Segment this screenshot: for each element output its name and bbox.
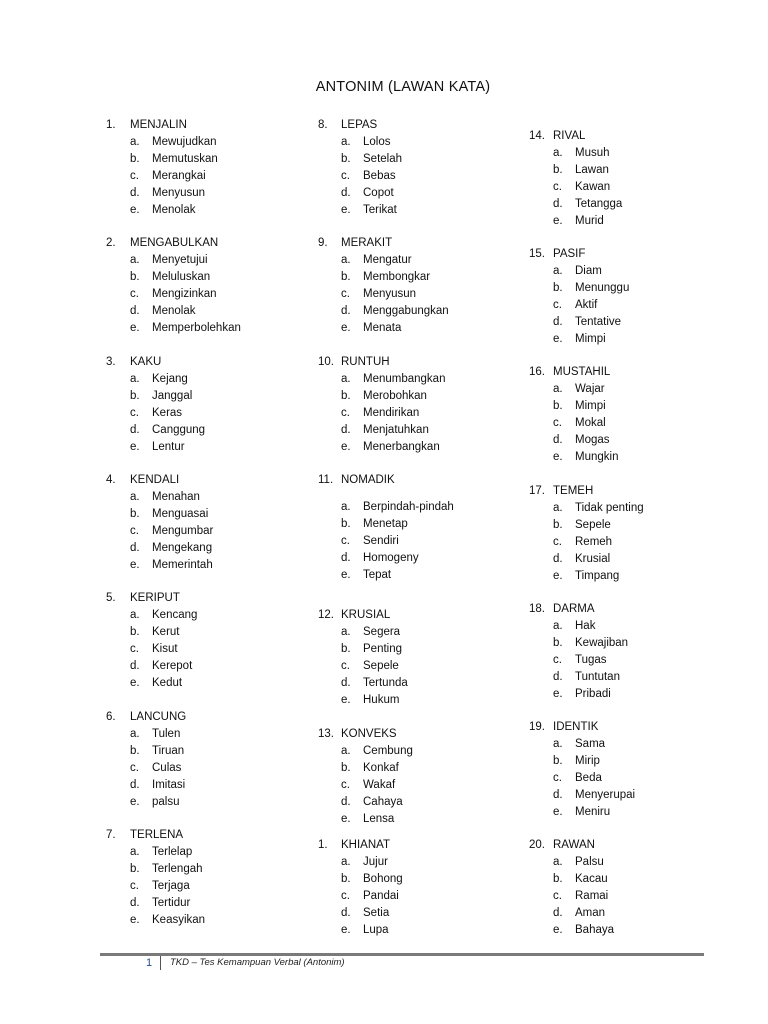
option-letter: d. — [341, 796, 351, 808]
option-text: Bohong — [363, 873, 403, 885]
option-text: Sama — [575, 738, 606, 750]
option-text: Kawan — [575, 181, 611, 193]
option-letter: d. — [341, 552, 351, 564]
option-text: Lawan — [575, 164, 609, 176]
option-text: Kencang — [152, 609, 198, 621]
option-text: Tentative — [575, 316, 622, 328]
option-text: Ramai — [575, 890, 609, 902]
option-letter: d. — [130, 187, 140, 199]
question-word: PASIF — [553, 248, 586, 260]
option-text: Kewajiban — [575, 637, 629, 649]
option-text: Wakaf — [363, 779, 396, 791]
question-number: 5. — [106, 592, 116, 604]
option-letter: c. — [553, 536, 562, 548]
option-letter: d. — [130, 897, 140, 909]
question-word: MENGABULKAN — [130, 237, 219, 249]
question-word: IDENTIK — [553, 721, 599, 733]
option-letter: a. — [341, 501, 351, 513]
option-text: Menguasai — [152, 508, 209, 520]
option-letter: c. — [553, 654, 562, 666]
option-letter: c. — [341, 170, 350, 182]
question-number: 8. — [318, 119, 328, 131]
option-text: Tertunda — [363, 677, 408, 689]
option-letter: e. — [553, 688, 563, 700]
question-number: 14. — [529, 130, 545, 142]
question-number: 19. — [529, 721, 545, 733]
option-text: Menyusun — [363, 288, 417, 300]
option-letter: c. — [341, 288, 350, 300]
option-letter: b. — [553, 164, 563, 176]
option-letter: e. — [341, 813, 351, 825]
option-text: Merobohkan — [363, 390, 427, 402]
question-word: MERAKIT — [341, 237, 393, 249]
option-letter: b. — [130, 863, 140, 875]
option-text: Wajar — [575, 383, 605, 395]
option-text: Konkaf — [363, 762, 399, 774]
option-text: Tidak penting — [575, 502, 644, 514]
option-letter: a. — [130, 846, 140, 858]
question-number: 3. — [106, 356, 116, 368]
option-letter: d. — [341, 907, 351, 919]
option-text: Sepele — [363, 660, 399, 672]
option-letter: a. — [130, 373, 140, 385]
option-text: palsu — [152, 796, 180, 808]
question-word: RIVAL — [553, 130, 586, 142]
option-letter: e. — [341, 694, 351, 706]
question-word: KONVEKS — [341, 728, 397, 740]
option-text: Keasyikan — [152, 914, 206, 926]
option-text: Hukum — [363, 694, 400, 706]
question-word: TERLENA — [130, 829, 184, 841]
question-number: 15. — [529, 248, 545, 260]
option-letter: b. — [341, 762, 351, 774]
option-letter: d. — [130, 660, 140, 672]
option-text: Terikat — [363, 204, 397, 216]
option-text: Mengatur — [363, 254, 412, 266]
option-letter: a. — [130, 728, 140, 740]
option-text: Lupa — [363, 924, 389, 936]
option-text: Sepele — [575, 519, 611, 531]
option-letter: e. — [130, 796, 140, 808]
option-letter: e. — [341, 569, 351, 581]
option-letter: b. — [130, 271, 140, 283]
option-text: Bahaya — [575, 924, 615, 936]
option-letter: c. — [553, 299, 562, 311]
option-text: Mengumbar — [152, 525, 214, 537]
question-number: 17. — [529, 485, 545, 497]
option-letter: e. — [341, 204, 351, 216]
option-text: Menerbangkan — [363, 441, 440, 453]
option-letter: c. — [553, 181, 562, 193]
option-text: Copot — [363, 187, 394, 199]
option-text: Tuntutan — [575, 671, 620, 683]
option-text: Aman — [575, 907, 606, 919]
option-text: Kejang — [152, 373, 188, 385]
option-text: Tepat — [363, 569, 392, 581]
option-letter: d. — [341, 677, 351, 689]
option-letter: e. — [341, 441, 351, 453]
option-letter: a. — [553, 856, 563, 868]
option-letter: c. — [553, 890, 562, 902]
option-text: Lolos — [363, 136, 391, 148]
option-text: Hak — [575, 620, 596, 632]
option-letter: c. — [130, 407, 139, 419]
footer-separator — [160, 956, 161, 970]
option-text: Berpindah-pindah — [363, 501, 454, 513]
option-text: Culas — [152, 762, 182, 774]
option-text: Memutuskan — [152, 153, 218, 165]
option-text: Menahan — [152, 491, 200, 503]
option-text: Mimpi — [575, 400, 606, 412]
option-text: Bebas — [363, 170, 396, 182]
option-letter: e. — [130, 204, 140, 216]
option-letter: c. — [130, 525, 139, 537]
option-letter: b. — [553, 637, 563, 649]
option-letter: d. — [553, 316, 563, 328]
option-letter: a. — [553, 738, 563, 750]
option-text: Tertidur — [152, 897, 191, 909]
option-text: Mendirikan — [363, 407, 420, 419]
option-letter: a. — [341, 254, 351, 266]
option-letter: e. — [553, 806, 563, 818]
question-number: 11. — [318, 474, 334, 486]
option-letter: d. — [341, 187, 351, 199]
option-text: Setelah — [363, 153, 403, 165]
option-letter: b. — [130, 745, 140, 757]
option-text: Menggabungkan — [363, 305, 449, 317]
option-letter: c. — [130, 643, 139, 655]
option-text: Kedut — [152, 677, 183, 689]
option-letter: a. — [341, 373, 351, 385]
option-text: Kerut — [152, 626, 180, 638]
option-letter: d. — [553, 907, 563, 919]
option-text: Tetangga — [575, 198, 623, 210]
option-text: Kisut — [152, 643, 178, 655]
option-text: Penting — [363, 643, 403, 655]
question-word: DARMA — [553, 603, 595, 615]
option-letter: b. — [553, 873, 563, 885]
option-letter: d. — [341, 424, 351, 436]
option-letter: e. — [130, 559, 140, 571]
option-letter: d. — [553, 198, 563, 210]
option-letter: c. — [553, 417, 562, 429]
option-letter: c. — [130, 762, 139, 774]
option-text: Membongkar — [363, 271, 431, 283]
option-letter: c. — [130, 170, 139, 182]
option-text: Tiruan — [152, 745, 185, 757]
option-letter: a. — [341, 626, 351, 638]
option-text: Pribadi — [575, 688, 611, 700]
option-letter: b. — [341, 390, 351, 402]
option-letter: b. — [130, 153, 140, 165]
option-letter: e. — [130, 677, 140, 689]
option-letter: e. — [553, 451, 563, 463]
option-text: Pandai — [363, 890, 399, 902]
option-text: Terlengah — [152, 863, 203, 875]
question-word: KRUSIAL — [341, 609, 391, 621]
question-word: MUSTAHIL — [553, 366, 611, 378]
option-letter: d. — [553, 789, 563, 801]
option-letter: d. — [553, 671, 563, 683]
option-text: Memperbolehkan — [152, 322, 241, 334]
question-word: KAKU — [130, 356, 162, 368]
question-number: 4. — [106, 474, 116, 486]
option-letter: b. — [341, 153, 351, 165]
footer-text: TKD – Tes Kemampuan Verbal (Antonim) — [170, 957, 345, 968]
option-letter: a. — [130, 254, 140, 266]
option-letter: d. — [341, 305, 351, 317]
option-text: Sendiri — [363, 535, 399, 547]
question-number: 1. — [106, 119, 116, 131]
option-text: Menolak — [152, 204, 196, 216]
option-text: Menyetujui — [152, 254, 208, 266]
option-letter: a. — [553, 383, 563, 395]
option-text: Lentur — [152, 441, 185, 453]
question-word: RAWAN — [553, 839, 595, 851]
question-word: TEMEH — [553, 485, 594, 497]
option-letter: d. — [130, 424, 140, 436]
question-number: 10. — [318, 356, 334, 368]
option-text: Menetap — [363, 518, 408, 530]
option-letter: e. — [553, 215, 563, 227]
option-letter: e. — [130, 441, 140, 453]
option-letter: b. — [553, 282, 563, 294]
option-letter: a. — [341, 856, 351, 868]
option-letter: a. — [553, 502, 563, 514]
question-word: KERIPUT — [130, 592, 180, 604]
option-letter: b. — [341, 873, 351, 885]
option-letter: c. — [553, 772, 562, 784]
option-letter: d. — [553, 434, 563, 446]
option-letter: c. — [130, 880, 139, 892]
option-letter: b. — [341, 518, 351, 530]
option-letter: d. — [130, 305, 140, 317]
option-letter: a. — [553, 620, 563, 632]
option-letter: b. — [341, 643, 351, 655]
option-text: Terjaga — [152, 880, 190, 892]
option-text: Kacau — [575, 873, 608, 885]
option-text: Menjatuhkan — [363, 424, 429, 436]
option-text: Homogeny — [363, 552, 419, 564]
option-letter: a. — [553, 147, 563, 159]
option-text: Terlelap — [152, 846, 193, 858]
option-letter: b. — [553, 400, 563, 412]
footer-divider — [100, 953, 704, 956]
option-text: Tulen — [152, 728, 181, 740]
question-word: RUNTUH — [341, 356, 390, 368]
option-letter: e. — [553, 570, 563, 582]
question-number: 20. — [529, 839, 545, 851]
option-text: Keras — [152, 407, 183, 419]
question-number: 18. — [529, 603, 545, 615]
option-letter: b. — [341, 271, 351, 283]
question-word: MENJALIN — [130, 119, 187, 131]
option-text: Krusial — [575, 553, 611, 565]
option-letter: c. — [341, 890, 350, 902]
option-text: Merangkai — [152, 170, 206, 182]
option-text: Mirip — [575, 755, 600, 767]
question-number: 12. — [318, 609, 334, 621]
question-number: 2. — [106, 237, 116, 249]
option-text: Menolak — [152, 305, 196, 317]
option-text: Menata — [363, 322, 402, 334]
option-text: Tugas — [575, 654, 607, 666]
question-number: 7. — [106, 829, 116, 841]
question-number: 13. — [318, 728, 334, 740]
option-letter: b. — [553, 755, 563, 767]
option-text: Kerepot — [152, 660, 193, 672]
option-letter: c. — [341, 779, 350, 791]
question-number: 1. — [318, 839, 328, 851]
option-text: Meluluskan — [152, 271, 211, 283]
option-text: Memerintah — [152, 559, 213, 571]
question-number: 16. — [529, 366, 545, 378]
option-letter: d. — [130, 779, 140, 791]
option-letter: e. — [341, 322, 351, 334]
option-text: Palsu — [575, 856, 604, 868]
option-letter: e. — [130, 322, 140, 334]
question-word: KENDALI — [130, 474, 180, 486]
option-letter: a. — [341, 745, 351, 757]
option-letter: e. — [553, 333, 563, 345]
option-letter: b. — [130, 626, 140, 638]
option-text: Setia — [363, 907, 390, 919]
question-number: 6. — [106, 711, 116, 723]
option-text: Meniru — [575, 806, 611, 818]
option-text: Imitasi — [152, 779, 186, 791]
option-letter: d. — [553, 553, 563, 565]
option-text: Mimpi — [575, 333, 606, 345]
option-text: Timpang — [575, 570, 620, 582]
option-text: Menyusun — [152, 187, 206, 199]
option-text: Lensa — [363, 813, 395, 825]
page-title: ANTONIM (LAWAN KATA) — [315, 79, 491, 95]
option-text: Beda — [575, 772, 602, 784]
option-text: Menumbangkan — [363, 373, 446, 385]
option-text: Aktif — [575, 299, 598, 311]
option-letter: e. — [341, 924, 351, 936]
option-letter: a. — [130, 609, 140, 621]
question-word: LANCUNG — [130, 711, 187, 723]
option-text: Mokal — [575, 417, 606, 429]
option-text: Cembung — [363, 745, 413, 757]
footer-page-number: 1 — [146, 957, 153, 969]
option-text: Diam — [575, 265, 602, 277]
option-letter: b. — [130, 508, 140, 520]
option-text: Menyerupai — [575, 789, 636, 801]
option-letter: e. — [130, 914, 140, 926]
option-letter: c. — [341, 407, 350, 419]
option-text: Musuh — [575, 147, 610, 159]
option-text: Mogas — [575, 434, 610, 446]
option-text: Canggung — [152, 424, 206, 436]
question-word: LEPAS — [341, 119, 378, 131]
option-text: Mengizinkan — [152, 288, 217, 300]
option-text: Mungkin — [575, 451, 619, 463]
question-number: 9. — [318, 237, 328, 249]
option-letter: d. — [130, 542, 140, 554]
option-letter: c. — [130, 288, 139, 300]
option-text: Menunggu — [575, 282, 630, 294]
option-text: Mengekang — [152, 542, 213, 554]
option-text: Jujur — [363, 856, 388, 868]
option-letter: a. — [553, 265, 563, 277]
option-letter: e. — [553, 924, 563, 936]
option-letter: a. — [130, 491, 140, 503]
option-letter: c. — [341, 660, 350, 672]
option-letter: a. — [341, 136, 351, 148]
option-text: Remeh — [575, 536, 613, 548]
option-letter: b. — [130, 390, 140, 402]
option-text: Segera — [363, 626, 401, 638]
option-text: Cahaya — [363, 796, 403, 808]
question-word: NOMADIK — [341, 474, 395, 486]
question-word: KHIANAT — [341, 839, 390, 851]
option-letter: a. — [130, 136, 140, 148]
option-letter: c. — [341, 535, 350, 547]
option-text: Mewujudkan — [152, 136, 217, 148]
option-text: Janggal — [152, 390, 193, 402]
option-text: Murid — [575, 215, 604, 227]
option-letter: b. — [553, 519, 563, 531]
